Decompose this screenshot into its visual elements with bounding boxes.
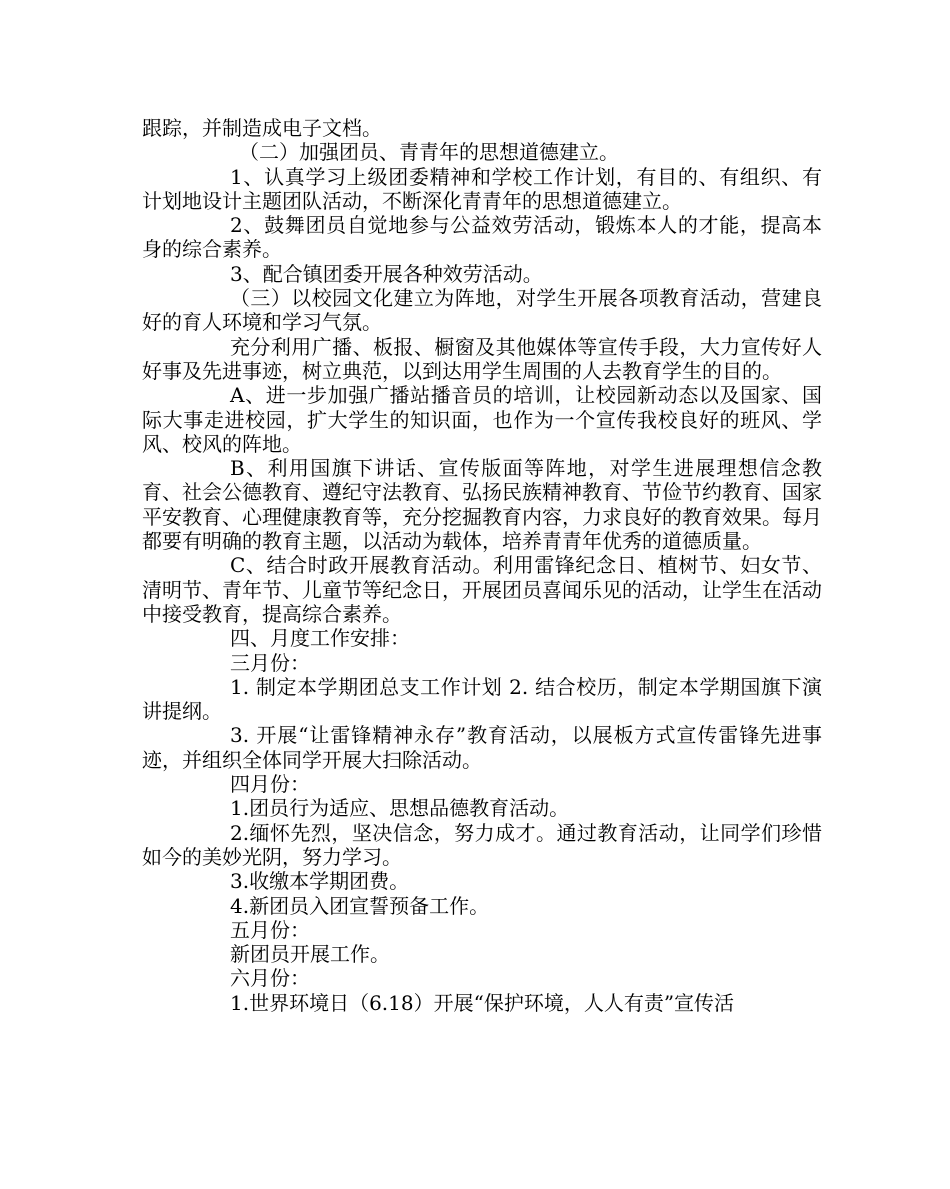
paragraph: 1、认真学习上级团委精神和学校工作计划，有目的、有组织、有计划地设计主题团队活动，不断深化青青年的思想道德建立。 (142, 164, 822, 213)
list-item: 4.新团员入团宣誓预备工作。 (230, 893, 490, 918)
list-item: 新团员开展工作。 (230, 942, 390, 967)
paragraph: C、结合时政开展教育活动。利用雷锋纪念日、植树节、妇女节、清明节、青年节、儿童节等纪念日，开展团员喜闻乐见的活动，让学生在活动中接受教育，提高综合素养。 (142, 553, 822, 626)
section-heading: （二）加强团员、青青年的思想道德建立。 (239, 140, 619, 165)
document-page (142, 116, 822, 1015)
section-heading: 四、月度工作安排： (230, 626, 410, 651)
list-item: 3. 开展“让雷锋精神永存”教育活动，以展板方式宣传雷锋先进事迹，并组织全体同学开展大扫除活动。 (142, 723, 822, 772)
paragraph: 2、鼓舞团员自觉地参与公益效劳活动，锻炼本人的才能，提高本身的综合素养。 (142, 213, 822, 262)
month-heading: 六月份： (230, 966, 310, 991)
paragraph: 跟踪，并制造成电子文档。 (142, 116, 382, 140)
list-item: 3.收缴本学期团费。 (230, 869, 410, 894)
list-item: 1. 制定本学期团总支工作计划 2. 结合校历，制定本学期国旗下演讲提纲。 (142, 674, 822, 724)
list-item: 1.世界环境日（6.18）开展“保护环境，人人有责”宣传活 (230, 990, 735, 1015)
paragraph: A、进一步加强广播站播音员的培训，让校园新动态以及国家、国际大事走进校园，扩大学生的知识面，也作为一个宣传我校良好的班风、学风、校风的阵地。 (142, 383, 822, 456)
section-heading: （三）以校园文化建立为阵地，对学生开展各项教育活动，营建良好的育人环境和学习气氛。 (142, 286, 822, 335)
month-heading: 四月份： (230, 772, 310, 797)
paragraph: B、利用国旗下讲话、宣传版面等阵地，对学生进展理想信念教育、社会公德教育、遵纪守法教育、弘扬民族精神教育、节俭节约教育、国家平安教育、心理健康教育等，充分挖掘教育内容，力求良好的教育效果。每月都要有明确的教育主题，以活动为载体，培养青青年优秀的道德质量。 (142, 456, 822, 554)
list-item: 2.缅怀先烈，坚决信念，努力成才。通过教育活动，让同学们珍惜如今的美妙光阴，努力学习。 (142, 820, 822, 869)
month-heading: 三月份： (230, 650, 310, 675)
list-item: 1.团员行为适应、思想品德教育活动。 (230, 796, 570, 821)
paragraph: 3、配合镇团委开展各种效劳活动。 (230, 261, 543, 286)
paragraph: 充分利用广播、板报、橱窗及其他媒体等宣传手段，大力宣传好人好事及先进事迹，树立典范，以到达用学生周围的人去教育学生的目的。 (142, 334, 822, 383)
month-heading: 五月份： (230, 917, 310, 942)
